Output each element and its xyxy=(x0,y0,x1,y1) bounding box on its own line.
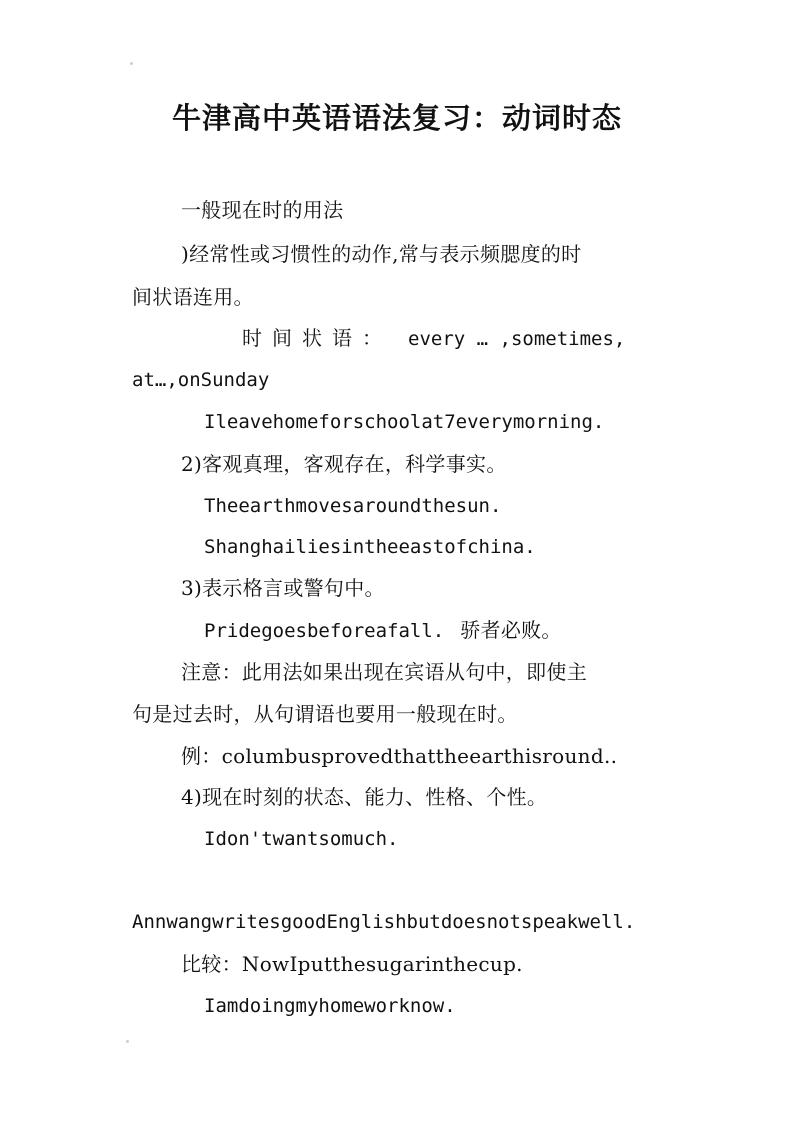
note-line-2: 句是过去时，从句谓语也要用一般现在时。 xyxy=(132,702,518,726)
usage-2-heading: 2)客观真理，客观存在，科学事实。 xyxy=(181,452,507,476)
example-sentence-3: Shanghailiesintheeastofchina. xyxy=(204,536,536,558)
comparison-line: 比较：NowIputthesugarinthecup. xyxy=(181,952,523,976)
time-adverbial-line xyxy=(242,324,625,353)
usage-3-heading: 3)表示格言或警句中。 xyxy=(181,576,385,600)
time-adverbial-examples-cont: at…,onSunday xyxy=(132,369,270,391)
note-line-1: 注意：此用法如果出现在宾语从句中，即使主 xyxy=(181,660,587,684)
comparison-example: Iamdoingmyhomeworknow. xyxy=(204,995,456,1017)
note-example: 例：columbusprovedthattheearthisround.. xyxy=(181,744,618,768)
usage-1-line-2: 间状语连用。 xyxy=(132,285,254,309)
section-heading-simple-present: 一般现在时的用法 xyxy=(181,198,344,222)
example-sentence-5: AnnwangwritesgoodEnglishbutdoesnotspeakwell. xyxy=(132,911,636,933)
scan-speck-top xyxy=(130,62,133,65)
time-adverbial-examples: every … ,sometimes, xyxy=(408,328,626,350)
usage-1-line-1: )经常性或习惯性的动作,常与表示频腮度的时 xyxy=(181,242,582,266)
proverb-english: Pridegoesbeforeafall. xyxy=(204,620,445,642)
document-title: 牛津高中英语语法复习：动词时态 xyxy=(171,101,622,135)
example-sentence-2: Theearthmovesaroundthesun. xyxy=(204,495,502,517)
scan-speck-bottom xyxy=(126,1040,129,1043)
time-adverbial-label: 时间状语： xyxy=(242,326,392,350)
example-sentence-4: Idon'twantsomuch. xyxy=(204,828,399,850)
usage-4-heading: 4)现在时刻的状态、能力、性格、个性。 xyxy=(181,785,548,809)
proverb-line xyxy=(204,616,562,645)
example-sentence-1: Ileavehomeforschoolat7everymorning. xyxy=(204,411,605,433)
proverb-chinese: 骄者必败。 xyxy=(460,618,562,642)
